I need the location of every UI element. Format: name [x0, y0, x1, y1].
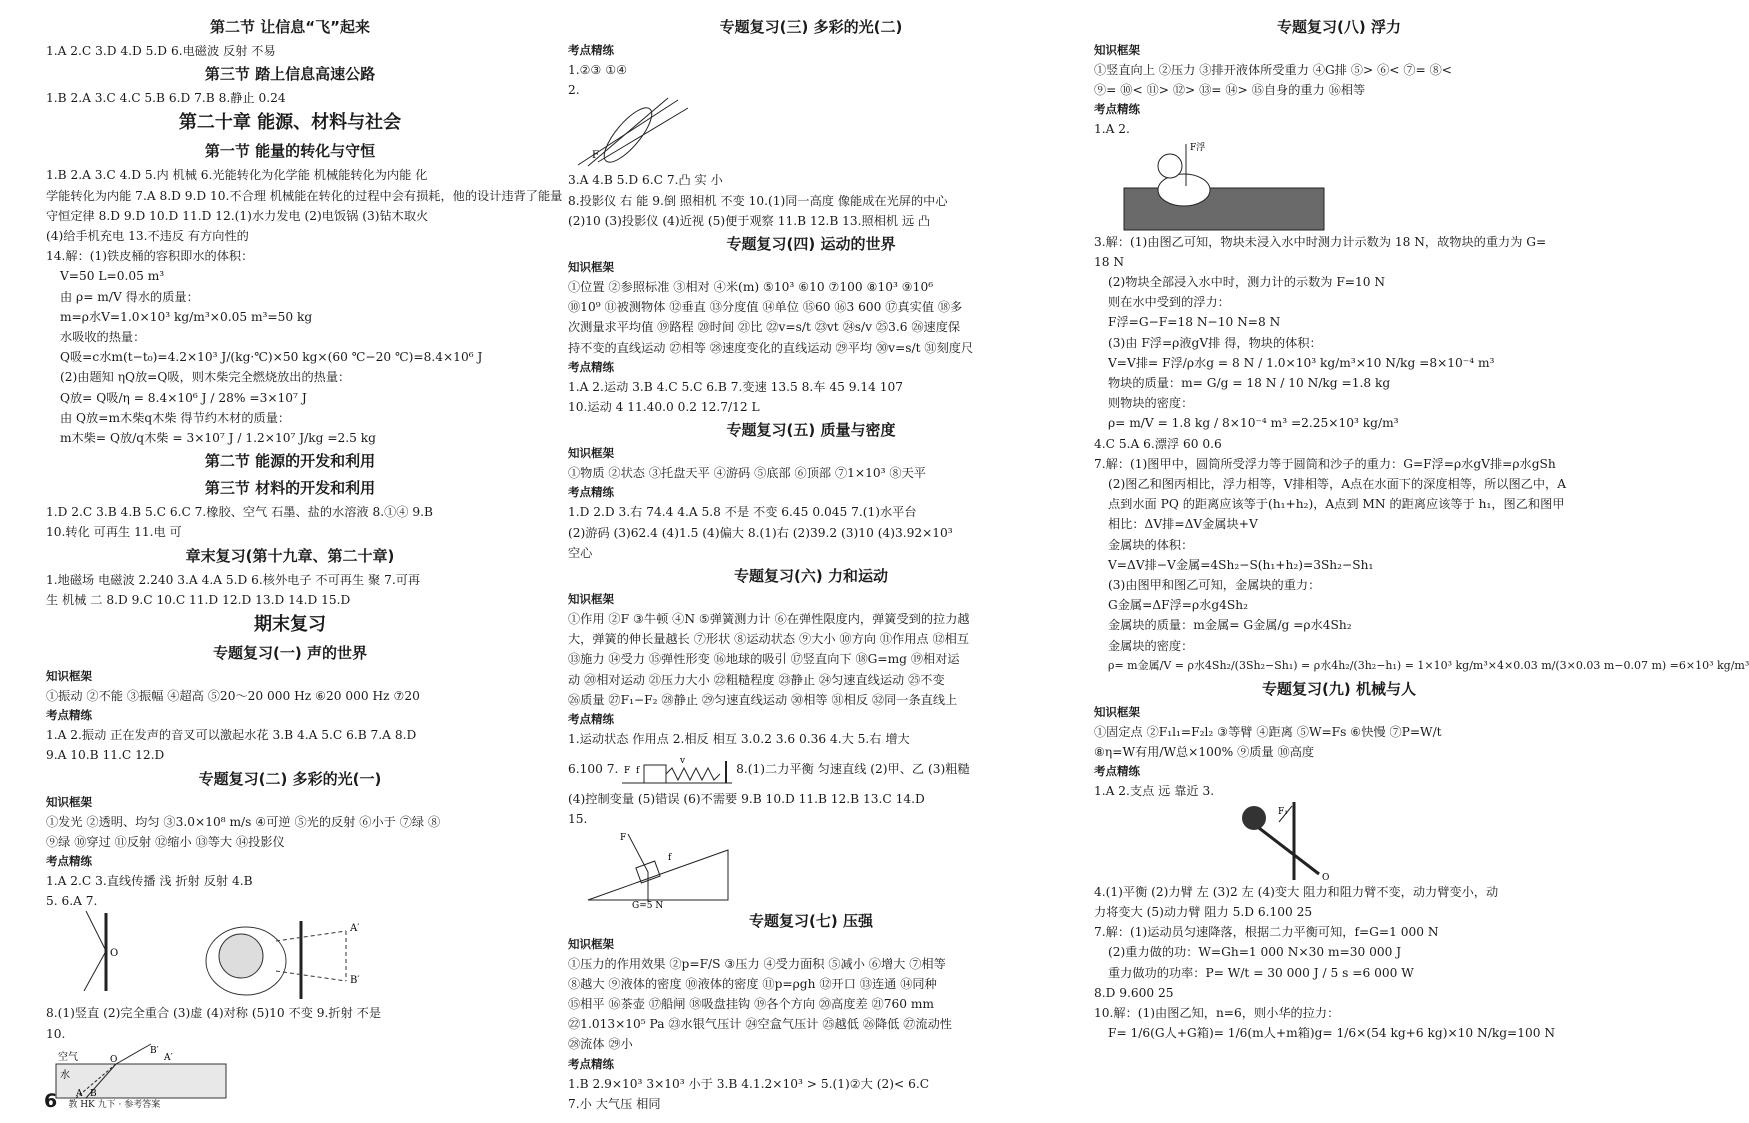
answer-line: 1.D 2.D 3.右 74.4 4.A 5.8 不是 不变 6.45 0.045 7.(1)水平台 — [568, 505, 917, 520]
chapter-heading: 期末复习 — [254, 614, 326, 636]
solution-line: (2)图乙和图丙相比，浮力相等，V排相等，A点在水面下的深度相等，所以图乙中，A — [1108, 477, 1567, 492]
column-1 — [46, 14, 563, 1100]
topic-heading: 专题复习(五) 质量与密度 — [726, 421, 896, 440]
subsection-label: 考点精练 — [1094, 764, 1140, 779]
spring-block-figure — [622, 753, 732, 787]
solution-line: ρ= m金属/V = ρ水4Sh₂/(3Sh₂−Sh₁) = ρ水4h₂/(3h₂−h₁) = 1×10³ kg/m³×4×0.03 m/(3×0.03 m−0.07 m) =6×10³ kg/m³ — [1108, 658, 1749, 672]
answer-line: (4)控制变量 (5)错误 (6)不需要 9.B 10.D 11.B 12.B 13.C 14.D — [568, 792, 925, 807]
lens-diagram — [568, 100, 768, 170]
point-label: B′ — [150, 1045, 159, 1056]
ray-line — [276, 931, 346, 941]
solution-line: 金属块的密度： — [1108, 638, 1194, 653]
velocity-label: v — [680, 755, 686, 766]
figure-incline — [568, 830, 1054, 911]
page-number: 6 — [44, 1090, 58, 1112]
convex-lens — [597, 102, 659, 170]
topic-heading: 专题复习(三) 多彩的光(二) — [719, 18, 903, 36]
force-arrow — [628, 834, 648, 872]
subsection-label: 知识框架 — [568, 592, 614, 607]
block-shape — [644, 765, 666, 783]
formula-line: m木柴= Q放/q木柴 = 3×10⁷ J / 1.2×10⁷ J/kg =2.5 kg — [60, 431, 376, 446]
answer-line: 1.A 2.振动 正在发声的音叉可以激起水花 3.B 4.A 5.C 6.B 7.A 8.D — [46, 728, 417, 743]
subsection-label: 考点精练 — [46, 854, 92, 869]
answer-line: 9.A 10.B 11.C 12.D — [46, 748, 165, 763]
section-heading: 第二节 让信息“飞”起来 — [210, 18, 370, 36]
point-label: A′ — [164, 1052, 173, 1063]
figure-lever-person — [1094, 802, 1584, 882]
answer-text: 8.(1)二力平衡 匀速直线 (2)甲、乙 (3)粗糙 — [736, 762, 970, 777]
force-label: F浮 — [1190, 142, 1206, 153]
answer-line: 动 ⑳相对运动 ㉑压力大小 ㉒粗糙程度 ㉓静止 ㉔匀速直线运动 ㉕不变 — [568, 672, 945, 687]
answer-line: 1.D 2.C 3.B 4.B 5.C 6.C 7.橡胶、空气 石墨、盐的水溶液 8.①④ 9.B — [46, 505, 433, 520]
subsection-label: 考点精练 — [568, 1056, 614, 1071]
ray-line — [84, 951, 106, 991]
solution-line: 相比：ΔV排=ΔV金属块+V — [1108, 517, 1258, 532]
incline-diagram — [568, 830, 768, 911]
answer-line: 1.运动状态 作用点 2.相反 相互 3.0.2 3.6 0.36 4.大 5.右 增大 — [568, 732, 910, 747]
answer-line: 生 机械 二 8.D 9.C 10.C 11.D 12.D 13.D 14.D 15.D — [46, 592, 351, 607]
subsection-label: 考点精练 — [568, 359, 614, 374]
solution-line: F= 1/6(G人+G箱)= 1/6(m人+m箱)g= 1/6×(54 kg+6 kg)×10 N/kg=100 N — [1108, 1026, 1556, 1041]
answer-line: (2)游码 (3)62.4 (4)1.5 (4)偏大 8.(1)右 (2)39.2 (3)10 (4)3.92×10³ — [568, 525, 953, 540]
force-label: f — [636, 765, 640, 776]
topic-heading: 专题复习(一) 声的世界 — [213, 644, 367, 663]
point-label: F — [592, 150, 599, 162]
answer-line: ①竖直向上 ②压力 ③排开液体所受重力 ④G排 ⑤> ⑥< ⑦= ⑧< — [1094, 63, 1453, 77]
solution-line: 点到水面 PQ 的距离应该等于(h₁+h₂)，A点到 MN 的距离应该等于 h₁，图乙和图甲 — [1108, 497, 1565, 512]
force-label: G=5 N — [632, 900, 664, 911]
answer-line: 1.B 2.A 3.C 4.D 5.内 机械 6.光能转化为化学能 机械能转化为内能 化 — [46, 168, 428, 183]
answer-line: (2)10 (3)投影仪 (4)近视 (5)便于观察 11.B 12.B 13.照相机 远 凸 — [568, 213, 931, 228]
buoyancy-diagram — [1094, 140, 1354, 232]
water-body — [1124, 188, 1324, 230]
point-label: O — [1322, 872, 1330, 883]
subsection-label: 知识框架 — [46, 794, 92, 809]
solution-line: (2)重力做的功：W=Gh=1 000 N×30 m=30 000 J — [1108, 945, 1402, 960]
answer-line: ①作用 ②F ③牛顿 ④N ⑤弹簧测力计 ⑥在弹性限度内，弹簧受到的拉力越 — [568, 612, 970, 627]
solution-line: (3)由图甲和图乙可知，金属块的重力： — [1108, 578, 1321, 593]
solution-line: V=V排= F浮/ρ水g = 8 N / 1.0×10³ kg/m³×10 N/kg =8×10⁻⁴ m³ — [1108, 355, 1495, 370]
answer-line: 8.投影仪 右 能 9.倒 照相机 不变 10.(1)同一高度 像能成在光屏的中心 — [568, 193, 948, 208]
answer-line: 大，弹簧的伸长量越长 ⑦形状 ⑧运动状态 ⑨大小 ⑩方向 ⑪作用点 ⑫相互 — [568, 632, 970, 647]
formula-line: 水吸收的热量： — [60, 330, 146, 345]
solution-line: V=ΔV排−V金属=4Sh₂−S(h₁+h₂)=3Sh₂−Sh₁ — [1108, 557, 1374, 572]
answer-line: ⑬施力 ⑭受力 ⑮弹性形变 ⑯地球的吸引 ⑰竖直向下 ⑱G=mg ⑲相对运 — [568, 652, 960, 667]
column-2 — [568, 14, 1054, 1114]
answer-line: 4.C 5.A 6.漂浮 60 0.6 — [1094, 436, 1222, 451]
topic-heading: 专题复习(八) 浮力 — [1277, 18, 1401, 36]
answer-line: ⑨= ⑩< ⑪> ⑫> ⑬= ⑭> ⑮自身的重力 ⑯相等 — [1094, 83, 1366, 98]
page-footer — [44, 1090, 160, 1112]
topic-heading: 专题复习(九) 机械与人 — [1262, 680, 1416, 699]
subsection-label: 知识框架 — [568, 260, 614, 275]
answer-line: 4.(1)平衡 (2)力臂 左 (3)2 左 (4)变大 阻力和阻力臂不变，动力臂变小，动 — [1094, 884, 1499, 899]
answer-line: ①位置 ②参照标准 ③相对 ④米(m) ⑤10³ ⑥10 ⑦100 ⑧10³ ⑨10⁶ — [568, 280, 934, 295]
answer-line: 10. — [46, 1026, 66, 1041]
formula-line: Q吸=c水m(t−t₀)=4.2×10³ J/(kg·℃)×50 kg×(60 ℃−20 ℃)=8.4×10⁶ J — [60, 350, 483, 365]
subsection-label: 知识框架 — [1094, 705, 1140, 720]
solution-line: 金属块的体积： — [1108, 537, 1194, 552]
solution-line: 7.解：(1)运动员匀速降落，根据二力平衡可知，f=G=1 000 N — [1094, 925, 1439, 940]
answer-line: ①振动 ②不能 ③振幅 ④超高 ⑤20～20 000 Hz ⑥20 000 Hz ⑦20 — [46, 689, 420, 704]
solution-line: 金属块的质量：m金属= G金属/g =ρ水4Sh₂ — [1108, 618, 1352, 633]
solution-line: 7.解：(1)图甲中，圆筒所受浮力等于圆筒和沙子的重力：G=F浮=ρ水gV排=ρ水gSh — [1094, 456, 1556, 471]
topic-heading: 专题复习(六) 力和运动 — [734, 567, 888, 586]
subsection-label: 考点精练 — [568, 43, 614, 57]
force-label: f — [668, 852, 672, 863]
head-icon — [1242, 806, 1266, 830]
answer-line: ⑩10⁹ ⑪被测物体 ⑫垂直 ⑬分度值 ⑭单位 ⑮60 ⑯3 600 ⑰真实值 ⑱多 — [568, 300, 963, 315]
solution-line: 重力做功的功率：P= W/t = 30 000 J / 5 s =6 000 W — [1108, 965, 1414, 980]
solution-line: 18 N — [1094, 254, 1125, 269]
ray-line — [116, 1044, 151, 1064]
answer-line: 14.解：(1)铁皮桶的容积即水的体积： — [46, 249, 254, 264]
answer-line: 学能转化为内能 7.A 8.D 9.D 10.不合理 机械能在转化的过程中会有损耗，他的设计违背了能量 — [46, 188, 563, 203]
subsection-label: 考点精练 — [568, 485, 614, 500]
solution-line: 物块的质量：m= G/g = 18 N / 10 N/kg =1.8 kg — [1108, 376, 1391, 391]
subsection-label: 知识框架 — [568, 936, 614, 951]
answer-line: 8.D 9.600 25 — [1094, 985, 1174, 1000]
answer-line: 7.小 大气压 相同 — [568, 1096, 661, 1111]
answer-line: 守恒定律 8.D 9.D 10.D 11.D 12.(1)水力发电 (2)电饭锅 (3)钻木取火 — [46, 208, 429, 223]
solution-line: 则在水中受到的浮力： — [1108, 295, 1230, 310]
subsection-label: 考点精练 — [46, 708, 92, 723]
subsection-label: 知识框架 — [568, 446, 614, 461]
duck-body-icon — [1158, 174, 1210, 206]
point-label: B′ — [350, 975, 360, 987]
answer-line: 1.②③ ①④ — [568, 63, 628, 77]
solution-line: 3.解：(1)由图乙可知，物块未浸入水中时测力计示数为 18 N，故物块的重力为 G= — [1094, 234, 1547, 249]
answer-line: 1.A 2.C 3.D 4.D 5.D 6.电磁波 反射 不易 — [46, 44, 276, 58]
figure-duck-buoyancy — [1094, 140, 1584, 232]
formula-line: Q放= Q吸/η = 8.4×10⁶ J / 28% =3×10⁷ J — [60, 390, 307, 405]
answer-line: 5. 6.A 7. — [46, 894, 98, 909]
answer-line: 1.A 2.C 3.直线传播 浅 折射 反射 4.B — [46, 874, 253, 889]
topic-heading: 专题复习(二) 多彩的光(一) — [198, 769, 382, 788]
section-heading: 第三节 材料的开发和利用 — [204, 479, 376, 498]
point-label: O — [110, 948, 119, 960]
body-line — [1259, 828, 1319, 874]
answer-line: (4)给手机充电 13.不违反 有方向性的 — [46, 229, 249, 244]
formula-line: 由 ρ= m/V 得水的质量： — [60, 289, 199, 304]
answer-line: 1.地磁场 电磁波 2.240 3.A 4.A 5.D 6.核外电子 不可再生 聚 7.可再 — [46, 572, 421, 587]
formula-line: (2)由题知 ηQ放=Q吸，则木柴完全燃烧放出的热量： — [60, 370, 351, 385]
point-label: A — [76, 1088, 83, 1099]
answer-line: 1.A 2.支点 远 靠近 3. — [1094, 784, 1215, 799]
section-heading: 第三节 踏上信息高速公路 — [204, 65, 376, 84]
answer-line: 10.转化 可再生 11.电 可 — [46, 525, 182, 540]
optics-figures — [46, 911, 526, 1003]
solution-line: G金属=ΔF浮=ρ水g4Sh₂ — [1108, 598, 1248, 613]
answer-line: ①物质 ②状态 ③托盘天平 ④游码 ⑤底部 ⑥顶部 ⑦1×10³ ⑧天平 — [568, 466, 926, 481]
ray-line — [86, 911, 106, 951]
point-label: O — [110, 1054, 118, 1065]
subsection-label: 知识框架 — [1094, 43, 1140, 57]
answer-line: 1.B 2.9×10³ 3×10³ 小于 3.B 4.1.2×10³ > 5.(1)②大 (2)< 6.C — [568, 1076, 930, 1091]
answer-line: ⑨绿 ⑩穿过 ⑪反射 ⑫缩小 ⑬等大 ⑭投影仪 — [46, 834, 285, 849]
subsection-label: 知识框架 — [46, 669, 92, 684]
topic-heading: 专题复习(七) 压强 — [749, 911, 873, 930]
answer-line: ①压力的作用效果 ②p=F/S ③压力 ④受力面积 ⑤减小 ⑥增大 ⑦相等 — [568, 956, 946, 971]
face-icon — [219, 934, 263, 978]
formula-line: 由 Q放=m木柴q木柴 得节约木材的质量： — [60, 410, 291, 425]
answer-line: ⑧η=W有用/W总×100% ⑨质量 ⑩高度 — [1094, 745, 1315, 760]
answer-line: 1.A 2. — [1094, 122, 1130, 137]
answer-line: 持不变的直线运动 ㉗相等 ㉘速度变化的直线运动 ㉙平均 ㉚v=s/t ㉛刻度尺 — [568, 340, 974, 355]
answer-line: 1.B 2.A 3.C 4.C 5.B 6.D 7.B 8.静止 0.24 — [46, 91, 286, 106]
lever-diagram — [1094, 802, 1354, 882]
medium-label: 水 — [60, 1069, 70, 1081]
answer-line: ㉘流体 ㉙小 — [568, 1037, 633, 1052]
footer-text: 教 HK 九下 · 参考答案 — [68, 1100, 161, 1110]
answer-line: 2. — [568, 83, 580, 98]
ray-line — [276, 971, 346, 981]
answer-line: 次测量求平均值 ⑲路程 ⑳时间 ㉑比 ㉒v=s/t ㉓vt ㉔s/v ㉕3.6 ㉖速度保 — [568, 320, 961, 335]
formula-line: V=50 L=0.05 m³ — [60, 269, 165, 284]
force-label: F — [624, 765, 631, 776]
subsection-label: 考点精练 — [1094, 102, 1140, 117]
answer-line: 力将变大 (5)动力臂 阻力 5.D 6.100 25 — [1094, 904, 1313, 919]
incline-plane — [588, 850, 728, 900]
section-heading: 第一节 能量的转化与守恒 — [204, 142, 376, 161]
figure-lens — [568, 100, 1054, 170]
section-heading: 第二节 能源的开发和利用 — [204, 452, 376, 471]
ray-line — [598, 108, 688, 162]
answer-line: 3.A 4.B 5.D 6.C 7.凸 实 小 — [568, 173, 723, 188]
answer-line-with-figure — [568, 749, 1054, 789]
medium-label: 空气 — [58, 1051, 78, 1063]
answer-line: ㉒1.013×10⁵ Pa ㉓水银气压计 ㉔空盒气压计 ㉕越低 ㉖降低 ㉗流动性 — [568, 1017, 952, 1032]
solution-line: (2)物块全部浸入水中时，测力计的示数为 F=10 N — [1108, 275, 1386, 290]
ray-line — [588, 98, 668, 166]
answer-line: ⑧越大 ⑨液体的密度 ⑩液体的密度 ⑪p=ρgh ⑫开口 ⑬连通 ⑭同种 — [568, 976, 937, 991]
answer-line: ①发光 ②透明、均匀 ③3.0×10⁸ m/s ④可逆 ⑤光的反射 ⑥小于 ⑦绿 ⑧ — [46, 814, 441, 829]
formula-line: m=ρ水V=1.0×10³ kg/m³×0.05 m³=50 kg — [60, 309, 313, 324]
answer-line: 15. — [568, 812, 588, 827]
solution-line: (3)由 F浮=ρ液gV排 得，物块的体积： — [1108, 335, 1322, 350]
column-3 — [1094, 14, 1749, 1043]
figure-mirror-reflection — [46, 911, 534, 1003]
chapter-heading: 第二十章 能源、材料与社会 — [178, 112, 402, 134]
solution-line: F浮=G−F=18 N−10 N=8 N — [1108, 315, 1281, 330]
section-heading: 章末复习(第十九章、第二十章) — [185, 546, 395, 565]
duck-head-icon — [1158, 154, 1182, 178]
answer-line: ①固定点 ②F₁l₁=F₂l₂ ③等臂 ④距离 ⑤W=Fs ⑥快慢 ⑦P=W/t — [1094, 725, 1442, 740]
point-label: B — [90, 1088, 97, 1099]
answer-line: 空心 — [568, 545, 593, 560]
answer-text: 6.100 7. — [568, 762, 619, 777]
answer-line: 1.A 2.运动 3.B 4.C 5.C 6.B 7.变速 13.5 8.车 45 9.14 107 — [568, 379, 903, 394]
answer-line: ㉖质量 ㉗F₁−F₂ ㉘静止 ㉙匀速直线运动 ㉚相等 ㉛相反 ㉜同一条直线上 — [568, 692, 958, 707]
answer-line: 8.(1)竖直 (2)完全重合 (3)虚 (4)对称 (5)10 不变 9.折射 不是 — [46, 1006, 382, 1021]
point-label: A′ — [350, 923, 360, 935]
answer-line: 10.运动 4 11.40.0 0.2 12.7/12 L — [568, 400, 760, 415]
topic-heading: 专题复习(四) 运动的世界 — [726, 235, 896, 254]
force-label: F₁ — [1278, 806, 1288, 817]
subsection-label: 考点精练 — [568, 712, 614, 727]
solution-line: ρ= m/V = 1.8 kg / 8×10⁻⁴ m³ =2.25×10³ kg/m³ — [1108, 416, 1399, 431]
spring-shape — [666, 768, 720, 780]
solution-line: 则物块的密度： — [1108, 396, 1194, 411]
answer-line: ⑮相平 ⑯茶壶 ⑰船闸 ⑱吸盘挂钩 ⑲各个方向 ⑳高度差 ㉑760 mm — [568, 997, 934, 1012]
solution-line: 10.解：(1)由图乙知，n=6，则小华的拉力： — [1094, 1005, 1340, 1020]
force-label: F — [620, 832, 627, 843]
